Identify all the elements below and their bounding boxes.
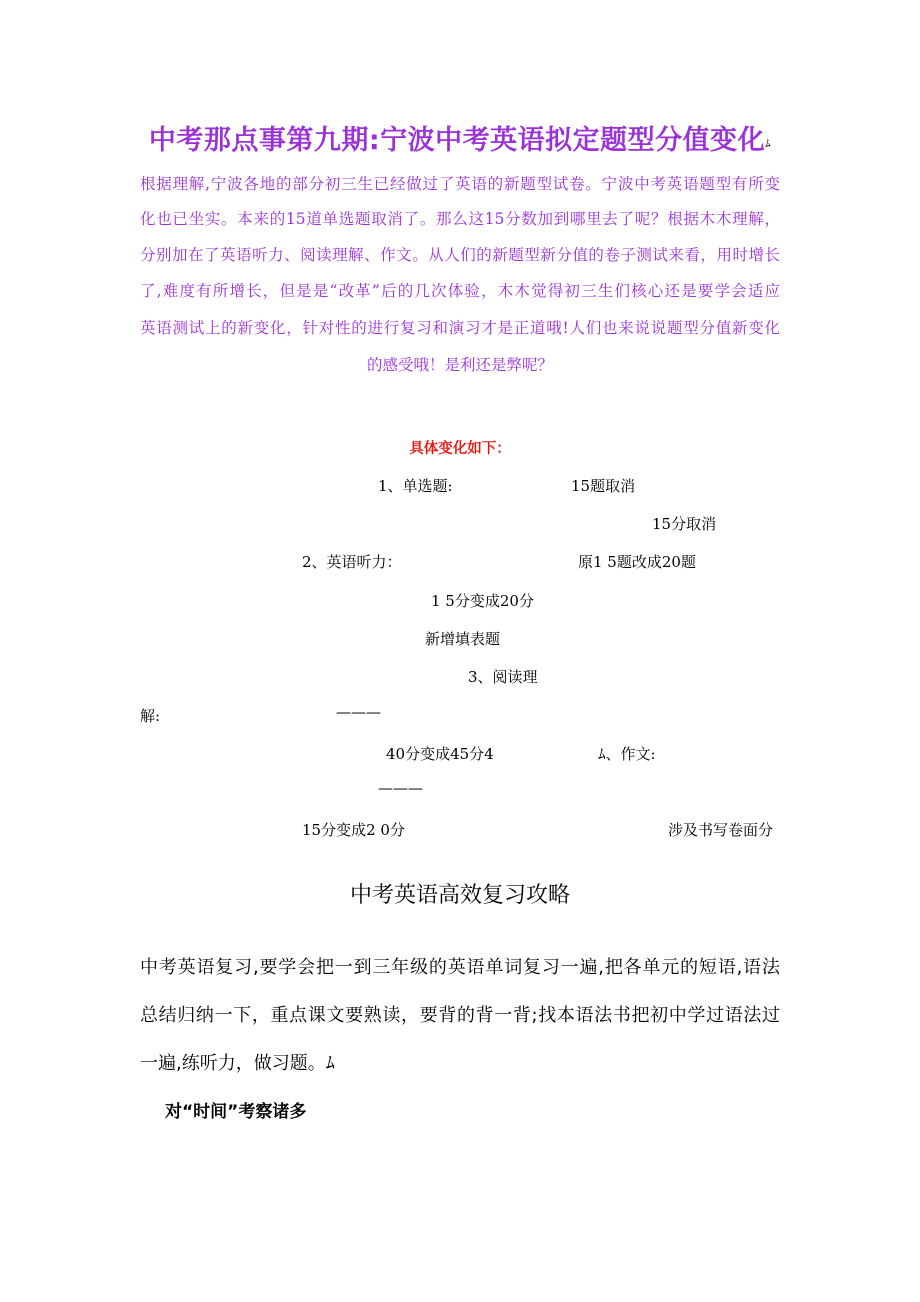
item4-label: ﾑ、作文:: [598, 745, 656, 763]
intro-line-2: 化也已坐实。本来的15道单选题取消了。那么这15分数加到哪里去了呢？根据木木理解，: [140, 210, 780, 228]
title-mark: ﾑ: [765, 137, 772, 150]
item3-value: 40分变成45分4: [386, 745, 494, 763]
item2-sub1: 1 5分变成20分: [431, 592, 534, 610]
item1-sub: 15分取消: [652, 515, 717, 533]
body-line-1: 中考英语复习,要学会把一到三年级的英语单词复习一遍,把各单元的短语,语法: [140, 957, 780, 978]
item3-dash: ———: [336, 703, 381, 721]
body-line-3: 一遍,练听力，做习题。ﾑ: [140, 1053, 335, 1074]
intro-line-6: 的感受哦！是利还是弊呢？: [366, 356, 553, 374]
intro-line-3: 分别加在了英语听力、阅读理解、作文。从人们的新题型新分值的卷子测试来看，用时增长: [140, 246, 780, 264]
item3-label: 3、阅读理: [468, 668, 538, 686]
item1-label: 1、单选题:: [378, 477, 453, 495]
page-title: [0, 118, 920, 157]
item3-cont: 解:: [140, 707, 161, 725]
sub-heading: 对“时间”考察诸多: [165, 1102, 307, 1122]
item2-value: 原1 5题改成20题: [578, 553, 696, 571]
title-text: 中考那点事第九期:宁波中考英语拟定题型分值变化: [148, 125, 766, 156]
item4-note: 涉及书写卷面分: [668, 821, 774, 839]
item2-label: 2、英语听力：: [302, 553, 402, 571]
intro-line-5: 英语测试上的新变化，针对性的进行复习和演习才是正道哦!人们也来说说题型分值新变化: [140, 319, 780, 337]
section-title: 中考英语高效复习攻略: [349, 883, 570, 908]
intro-line-4: 了,难度有所增长，但是是“改革”后的几次体验，木木觉得初三生们核心还是要学会适应: [140, 282, 780, 300]
body-line-2: 总结归纳一下，重点课文要熟读，要背的背一背;找本语法书把初中学过语法过: [140, 1005, 780, 1026]
changes-heading: 具体变化如下：: [409, 441, 511, 457]
item4-dash: ———: [378, 779, 423, 797]
item1-value: 15题取消: [571, 477, 636, 495]
intro-line-1: 根据理解,宁波各地的部分初三生已经做过了英语的新题型试卷。宁波中考英语题型有所变: [140, 175, 780, 193]
item4-value: 15分变成2 0分: [302, 821, 405, 839]
item2-sub2: 新增填表题: [425, 630, 501, 648]
